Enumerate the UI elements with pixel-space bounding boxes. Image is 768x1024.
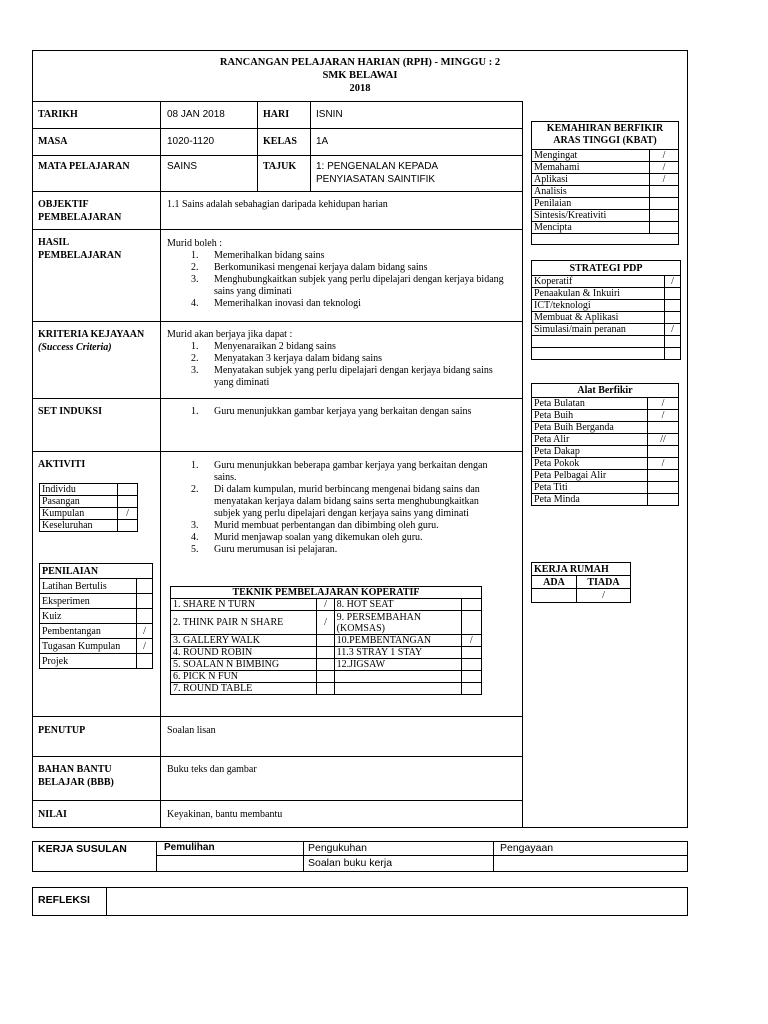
table-row xyxy=(40,520,138,532)
row-check xyxy=(648,482,679,494)
row-label: Penaakulan & Inkuiri xyxy=(532,288,665,300)
kerja-rumah-table xyxy=(531,562,631,603)
table-row xyxy=(40,579,153,594)
teknik-item: 1. SHARE N TURN xyxy=(171,599,317,611)
table-row xyxy=(40,654,153,669)
row-check: // xyxy=(648,434,679,446)
row-check xyxy=(650,210,679,222)
teknik-check xyxy=(317,647,334,659)
teknik-check xyxy=(461,599,481,611)
hari-value: ISNIN xyxy=(316,109,343,120)
table-row xyxy=(532,458,679,470)
table-row xyxy=(532,162,679,174)
list-text: Guru merumusan isi pelajaran. xyxy=(214,544,338,555)
row-check xyxy=(665,312,681,324)
teknik-row xyxy=(171,599,482,611)
row-label: Projek xyxy=(40,654,137,669)
teknik-item: 3. GALLERY WALK xyxy=(171,635,317,647)
kriteria-label-1: KRITERIA KEJAYAAN xyxy=(38,329,145,340)
teknik-item xyxy=(334,683,461,695)
row-check xyxy=(648,422,679,434)
row-check: / xyxy=(650,150,679,162)
table-row xyxy=(40,624,153,639)
list-number: 2. xyxy=(191,353,199,364)
row-label: Peta Pelbagai Alir xyxy=(532,470,648,482)
table-row xyxy=(532,210,679,222)
row-label: Aplikasi xyxy=(532,174,650,186)
teknik-row xyxy=(171,659,482,671)
mode-table xyxy=(39,483,138,532)
row-label: Kumpulan xyxy=(40,508,118,520)
teknik-check xyxy=(461,671,481,683)
row-label: Membuat & Aplikasi xyxy=(532,312,665,324)
teknik-check xyxy=(461,683,481,695)
table-row xyxy=(40,484,138,496)
row-check: / xyxy=(650,174,679,186)
bbb-label-1: BAHAN BANTU xyxy=(38,764,112,775)
tajuk-value-2: PENYIASATAN SAINTIFIK xyxy=(316,174,436,185)
kelas-label: KELAS xyxy=(263,136,297,147)
row-check xyxy=(665,348,681,360)
row-check: / xyxy=(665,276,681,288)
row-label: Analisis xyxy=(532,186,650,198)
row-label: Keseluruhan xyxy=(40,520,118,532)
header-school: SMK BELAWAI xyxy=(322,70,398,81)
teknik-item: 5. SOALAN N BIMBING xyxy=(171,659,317,671)
row-label: ICT/teknologi xyxy=(532,300,665,312)
list-number: 3. xyxy=(191,365,199,376)
row-check xyxy=(137,654,153,669)
row-check xyxy=(648,494,679,506)
table-row xyxy=(532,198,679,210)
table-row xyxy=(532,324,681,336)
list-item xyxy=(167,274,507,298)
row-label: Pembentangan xyxy=(40,624,137,639)
row-check xyxy=(665,300,681,312)
table-row xyxy=(40,594,153,609)
kerja-rumah-tiada: TIADA xyxy=(577,576,631,589)
teknik-item xyxy=(334,671,461,683)
teknik-check xyxy=(461,611,481,635)
teknik-check xyxy=(317,659,334,671)
row-label: Peta Titi xyxy=(532,482,648,494)
table-row xyxy=(532,174,679,186)
tajuk-value-1: 1: PENGENALAN KEPADA xyxy=(316,161,439,172)
list-text: Murid menjawap soalan yang dikemukan oleh guru. xyxy=(214,532,423,543)
strategi-title: STRATEGI PDP xyxy=(532,261,681,276)
hari-label: HARI xyxy=(263,109,290,120)
row-check xyxy=(650,186,679,198)
table-row xyxy=(532,276,681,288)
induksi-list xyxy=(167,406,507,418)
teknik-row xyxy=(171,683,482,695)
list-text: Memerihalkan inovasi dan teknologi xyxy=(214,298,361,309)
nilai-label: NILAI xyxy=(38,809,67,820)
aktiviti-label: AKTIVITI xyxy=(38,459,86,470)
list-item xyxy=(167,298,507,310)
kerja-rumah-title: KERJA RUMAH xyxy=(532,563,631,576)
kerja-rumah-ada: ADA xyxy=(532,576,577,589)
tajuk-label: TAJUK xyxy=(263,161,297,172)
list-item xyxy=(167,460,507,484)
row-check: / xyxy=(118,508,138,520)
row-check: / xyxy=(650,162,679,174)
teknik-check: / xyxy=(317,611,334,635)
teknik-item: 6. PICK N FUN xyxy=(171,671,317,683)
list-item xyxy=(167,520,507,532)
table-row xyxy=(532,482,679,494)
penilaian-title: PENILAIAN xyxy=(40,564,153,579)
refleksi-label: REFLEKSI xyxy=(38,894,90,906)
row-check xyxy=(118,484,138,496)
penilaian-table xyxy=(39,563,153,669)
row-check xyxy=(137,579,153,594)
kriteria-content xyxy=(167,329,507,389)
list-number: 3. xyxy=(191,520,199,531)
teknik-check: / xyxy=(461,635,481,647)
penutup-label: PENUTUP xyxy=(38,725,86,736)
list-item xyxy=(167,544,507,556)
row-check: / xyxy=(137,624,153,639)
row-label: Tugasan Kumpulan xyxy=(40,639,137,654)
row-label: Peta Pokok xyxy=(532,458,648,470)
bbb-text: Buku teks dan gambar xyxy=(167,764,257,775)
list-number: 1. xyxy=(191,341,199,352)
row-label: Mencipta xyxy=(532,222,650,234)
table-row xyxy=(40,508,138,520)
kerja-rumah-tiada-check: / xyxy=(577,589,631,603)
table-row xyxy=(532,398,679,410)
row-label: Peta Buih Berganda xyxy=(532,422,648,434)
kelas-value: 1A xyxy=(316,136,329,147)
list-number: 4. xyxy=(191,298,199,309)
kbat-title-1: KEMAHIRAN BERFIKIR xyxy=(546,123,664,134)
list-number: 3. xyxy=(191,274,199,285)
row-label: Peta Minda xyxy=(532,494,648,506)
row-label: Peta Bulatan xyxy=(532,398,648,410)
teknik-item: 4. ROUND ROBIN xyxy=(171,647,317,659)
row-check: / xyxy=(665,324,681,336)
alat-title: Alat Berfikir xyxy=(532,384,679,398)
susulan-pengukuhan: Pengukuhan xyxy=(308,842,367,854)
strategi-table xyxy=(531,260,681,360)
list-number: 4. xyxy=(191,532,199,543)
row-label: Simulasi/main peranan xyxy=(532,324,665,336)
alat-table xyxy=(531,383,679,506)
row-check xyxy=(650,198,679,210)
row-label: Mengingat xyxy=(532,150,650,162)
teknik-check xyxy=(317,671,334,683)
susulan-pengayaan: Pengayaan xyxy=(500,842,554,854)
table-row xyxy=(532,446,679,458)
row-check xyxy=(665,288,681,300)
table-row xyxy=(532,186,679,198)
row-label: Penilaian xyxy=(532,198,650,210)
list-text: Memerihalkan bidang sains xyxy=(214,250,325,261)
row-label: Peta Dakap xyxy=(532,446,648,458)
row-label: Sintesis/Kreativiti xyxy=(532,210,650,222)
teknik-check xyxy=(461,659,481,671)
aktiviti-content xyxy=(167,460,507,556)
teknik-item: 8. HOT SEAT xyxy=(334,599,461,611)
masa-label: MASA xyxy=(38,136,68,147)
list-number: 1. xyxy=(191,250,199,261)
objektif-label-2: PEMBELAJARAN xyxy=(38,212,122,223)
list-text: Menyatakan 3 kerjaya dalam bidang sains xyxy=(214,353,382,364)
table-row xyxy=(532,336,681,348)
teknik-table xyxy=(170,586,482,695)
hasil-content xyxy=(167,238,507,310)
list-text: Berkomunikasi mengenai kerjaya dalam bidang sains xyxy=(214,262,428,273)
list-text: Guru menunjukkan gambar kerjaya yang berkaitan dengan sains xyxy=(214,406,472,417)
table-row xyxy=(532,410,679,422)
table-row xyxy=(532,422,679,434)
row-label: Pasangan xyxy=(40,496,118,508)
hasil-label-1: HASIL xyxy=(38,237,70,248)
list-item xyxy=(167,365,507,389)
table-row xyxy=(40,609,153,624)
teknik-item: 11.3 STRAY 1 STAY xyxy=(334,647,461,659)
susulan-label: KERJA SUSULAN xyxy=(38,843,127,855)
teknik-item: 2. THINK PAIR N SHARE xyxy=(171,611,317,635)
table-row xyxy=(532,348,681,360)
row-label xyxy=(532,336,665,348)
table-row xyxy=(532,222,679,234)
row-check: / xyxy=(648,458,679,470)
list-text: Menyenaraikan 2 bidang sains xyxy=(214,341,336,352)
table-row xyxy=(532,300,681,312)
list-text: Menghubungkaitkan subjek yang perlu dipelajari dengan kerjaya bidang sains yang diminati xyxy=(214,274,504,297)
row-check: / xyxy=(137,639,153,654)
row-label: Individu xyxy=(40,484,118,496)
susulan-pengukuhan-value: Soalan buku kerja xyxy=(308,857,393,869)
list-item xyxy=(167,353,507,365)
row-check: / xyxy=(648,398,679,410)
list-item xyxy=(167,532,507,544)
header-title: RANCANGAN PELAJARAN HARIAN (RPH) - MINGGU : 2 xyxy=(219,57,501,68)
table-row xyxy=(532,150,679,162)
list-item xyxy=(167,341,507,353)
row-label: Latihan Bertulis xyxy=(40,579,137,594)
teknik-check: / xyxy=(317,599,334,611)
header-year: 2018 xyxy=(349,83,371,94)
teknik-item: 10.PEMBENTANGAN xyxy=(334,635,461,647)
row-label: Kuiz xyxy=(40,609,137,624)
list-text: Menyatakan subjek yang perlu dipelajari dengan kerjaya bidang sains yang diminati xyxy=(214,365,493,388)
kbat-title-2: ARAS TINGGI (KBAT) xyxy=(553,135,657,146)
row-check xyxy=(648,446,679,458)
nilai-text: Keyakinan, bantu membantu xyxy=(167,809,283,820)
list-text: Di dalam kumpulan, murid berbincang mengenai bidang sains dan menyatakan kerjaya dalam bidang sains serta menghubungkaitkan subjek yang perlu dipelajari dengan kerjaya sains yang diminati xyxy=(214,484,480,519)
row-check xyxy=(118,496,138,508)
teknik-row xyxy=(171,671,482,683)
teknik-check xyxy=(317,635,334,647)
kerja-rumah-ada-check xyxy=(532,589,577,603)
kbat-table xyxy=(531,149,679,234)
teknik-item: 7. ROUND TABLE xyxy=(171,683,317,695)
teknik-title: TEKNIK PEMBELAJARAN KOPERATIF xyxy=(171,587,482,599)
table-row xyxy=(532,494,679,506)
list-number: 1. xyxy=(191,406,199,417)
objektif-label-1: OBJEKTIF xyxy=(38,199,89,210)
row-check xyxy=(665,336,681,348)
row-check xyxy=(137,609,153,624)
kriteria-intro: Murid akan berjaya jika dapat : xyxy=(167,329,293,340)
list-number: 2. xyxy=(191,262,199,273)
list-text: Guru menunjukkan beberapa gambar kerjaya yang berkaitan dengan sains. xyxy=(214,460,488,483)
aktiviti-list xyxy=(167,460,507,556)
table-row xyxy=(532,434,679,446)
kbat-title xyxy=(531,123,679,147)
mapel-value: SAINS xyxy=(167,161,198,172)
rph-header xyxy=(160,56,560,95)
tarikh-label: TARIKH xyxy=(38,109,78,120)
kriteria-list xyxy=(167,341,507,389)
teknik-item: 9. PERSEMBAHAN (KOMSAS) xyxy=(334,611,461,635)
mapel-label: MATA PELAJARAN xyxy=(38,161,130,172)
table-row xyxy=(532,470,679,482)
row-label: Memahami xyxy=(532,162,650,174)
list-number: 2. xyxy=(191,484,199,495)
row-label: Peta Alir xyxy=(532,434,648,446)
tarikh-value: 08 JAN 2018 xyxy=(167,109,225,120)
hasil-label-2: PEMBELAJARAN xyxy=(38,250,122,261)
teknik-check xyxy=(317,683,334,695)
induksi-content xyxy=(167,406,507,418)
row-check xyxy=(648,470,679,482)
teknik-row xyxy=(171,647,482,659)
objektif-text: 1.1 Sains adalah sebahagian daripada kehidupan harian xyxy=(167,199,388,210)
list-number: 1. xyxy=(191,460,199,471)
refleksi-box xyxy=(32,887,688,916)
teknik-row xyxy=(171,611,482,635)
list-item xyxy=(167,484,507,520)
row-label xyxy=(532,348,665,360)
teknik-check xyxy=(461,647,481,659)
list-item xyxy=(167,250,507,262)
row-label: Koperatif xyxy=(532,276,665,288)
hasil-intro: Murid boleh : xyxy=(167,238,222,249)
bbb-label-2: BELAJAR (BBB) xyxy=(38,777,114,788)
masa-value: 1020-1120 xyxy=(167,136,215,147)
hasil-list xyxy=(167,250,507,310)
teknik-item: 12.JIGSAW xyxy=(334,659,461,671)
row-check xyxy=(650,222,679,234)
susulan-pemulihan: Pemulihan xyxy=(164,842,215,853)
list-item xyxy=(167,406,507,418)
penutup-text: Soalan lisan xyxy=(167,725,216,736)
induksi-label: SET INDUKSI xyxy=(38,406,103,417)
row-check xyxy=(118,520,138,532)
list-text: Murid membuat perbentangan dan dibimbing oleh guru. xyxy=(214,520,439,531)
table-row xyxy=(532,312,681,324)
row-label: Eksperimen xyxy=(40,594,137,609)
list-number: 5. xyxy=(191,544,199,555)
table-row xyxy=(532,288,681,300)
row-check: / xyxy=(648,410,679,422)
row-label: Peta Buih xyxy=(532,410,648,422)
teknik-row xyxy=(171,635,482,647)
table-row xyxy=(40,496,138,508)
list-item xyxy=(167,262,507,274)
kriteria-label-2: (Success Criteria) xyxy=(38,342,112,353)
table-row xyxy=(40,639,153,654)
row-check xyxy=(137,594,153,609)
